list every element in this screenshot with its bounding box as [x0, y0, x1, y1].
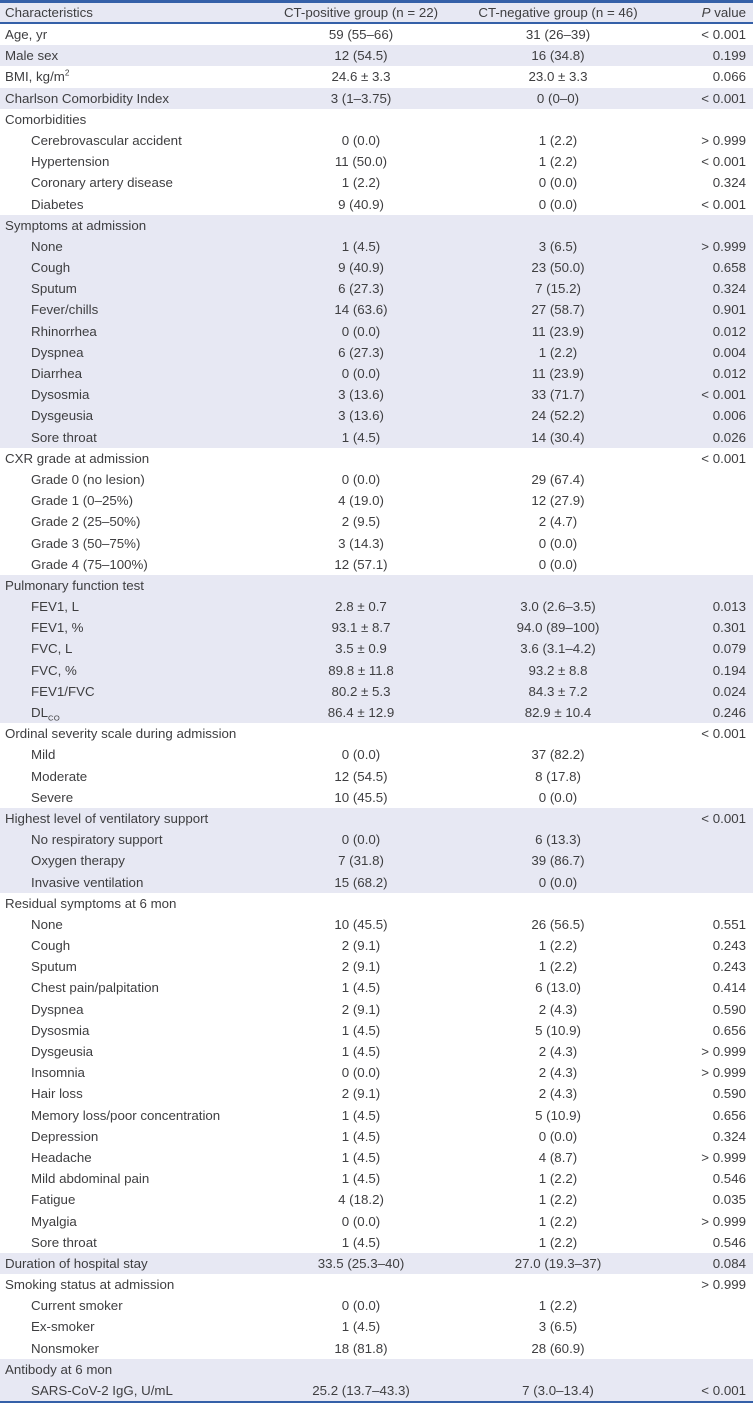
row-label: Dysgeusia [31, 1044, 94, 1059]
row-label: Myalgia [31, 1213, 77, 1229]
ct-negative-value: 82.9 ± 10.4 [524, 705, 592, 720]
ct-positive-value: 3.5 ± 0.9 [335, 641, 387, 657]
row-label: Grade 3 (50–75%) [31, 535, 141, 551]
table-row [0, 702, 753, 723]
ct-positive-value: 2 (9.1) [341, 1086, 381, 1102]
p-value: > 0.999 [701, 1213, 746, 1229]
table-row [0, 1211, 753, 1232]
p-value: > 0.999 [701, 1044, 746, 1059]
ct-positive-value: 1 (2.2) [341, 175, 381, 191]
ct-positive-value: 0 (0.0) [341, 1065, 381, 1081]
p-value: 0.590 [712, 1086, 746, 1102]
ct-negative-value: 4 (8.7) [538, 1149, 578, 1165]
table-row [0, 1316, 753, 1337]
row-label: Cough [31, 938, 71, 954]
row-label: Coronary artery disease [31, 175, 173, 191]
table-row [0, 872, 753, 893]
ct-negative-value: 0 (0.0) [538, 556, 578, 572]
p-value: > 0.999 [701, 1149, 746, 1165]
row-label: Grade 4 (75–100%) [31, 556, 148, 572]
table-row [0, 215, 753, 236]
table-row [0, 744, 753, 765]
table-row [0, 1359, 753, 1380]
row-label: Charlson Comorbidity Index [5, 90, 170, 106]
row-label: Pulmonary function test [5, 577, 144, 593]
row-label: Dyspnea [31, 1001, 84, 1017]
table-row [0, 660, 753, 681]
row-label: Mild abdominal pain [31, 1171, 150, 1187]
ct-positive-value: 0 (0.0) [341, 747, 381, 763]
table-row [0, 88, 753, 109]
ct-positive-value: 1 (4.5) [341, 1107, 381, 1123]
ct-positive-value: 1 (4.5) [341, 1149, 381, 1165]
ct-negative-value: 2 (4.3) [538, 1086, 578, 1102]
ct-positive-value: 4 (19.0) [338, 493, 384, 509]
table-row [0, 45, 753, 66]
row-label: Cough [31, 260, 71, 276]
ct-positive-value: 0 (0.0) [341, 1213, 381, 1229]
table-row [0, 956, 753, 977]
row-label: Oxygen therapy [31, 853, 125, 869]
row-label: Dysgeusia [31, 408, 94, 424]
p-value: 0.199 [712, 48, 746, 64]
table-row [0, 766, 753, 787]
row-label: Dyspnea [31, 344, 84, 360]
table-row [0, 1041, 753, 1062]
table-row [0, 596, 753, 617]
ct-negative-value: 1 (2.2) [538, 132, 578, 148]
ct-negative-value: 26 (56.5) [531, 916, 585, 932]
ct-negative-value: 2 (4.3) [538, 1001, 578, 1017]
ct-negative-value: 2 (4.3) [538, 1065, 578, 1081]
p-value: 0.066 [712, 69, 746, 85]
ct-positive-value: 14 (63.6) [334, 302, 388, 318]
ct-negative-value: 3 (6.5) [538, 238, 578, 254]
ct-negative-value: 7 (15.2) [535, 281, 581, 297]
ct-negative-value: 5 (10.9) [535, 1022, 581, 1038]
row-label: Memory loss/poor concentration [31, 1107, 221, 1123]
ct-negative-value: 16 (34.8) [531, 48, 585, 64]
row-label: Duration of hospital stay [5, 1255, 148, 1271]
ct-positive-value: 25.2 (13.7–43.3) [312, 1383, 410, 1398]
ct-negative-value: 33 (71.7) [531, 387, 585, 403]
ct-negative-value: 6 (13.0) [535, 980, 581, 996]
table-row [0, 172, 753, 193]
table-row [0, 384, 753, 405]
ct-positive-value: 59 (55–66) [328, 27, 394, 42]
ct-negative-value: 31 (26–39) [525, 27, 591, 42]
p-value: 0.243 [712, 959, 746, 975]
ct-positive-value: 1 (4.5) [341, 1022, 381, 1038]
row-label: FVC, L [31, 641, 73, 657]
p-value: < 0.001 [701, 387, 746, 403]
table-row [0, 787, 753, 808]
table-row [0, 257, 753, 278]
row-label: Sputum [31, 281, 77, 297]
row-label: Fever/chills [31, 302, 99, 318]
table-body [0, 24, 753, 1401]
p-value: < 0.001 [701, 154, 746, 170]
table-row [0, 617, 753, 638]
ct-positive-value: 1 (4.5) [341, 980, 381, 996]
ct-negative-value: 84.3 ± 7.2 [528, 683, 588, 699]
row-label: Chest pain/palpitation [31, 980, 159, 996]
ct-positive-value: 0 (0.0) [341, 132, 381, 148]
row-label: Grade 2 (25–50%) [31, 514, 141, 530]
row-label: Hypertension [31, 154, 110, 170]
row-label: FVC, % [31, 662, 77, 678]
table-row [0, 363, 753, 384]
table-row [0, 1189, 753, 1210]
ct-positive-value: 12 (54.5) [334, 768, 388, 784]
column-header-p-value [656, 3, 753, 22]
ct-negative-value: 1 (2.2) [538, 1171, 578, 1187]
ct-positive-value: 1 (4.5) [341, 1319, 381, 1335]
table-row [0, 850, 753, 871]
table-row [0, 1380, 753, 1401]
ct-negative-value: 6 (13.3) [535, 832, 581, 848]
row-label: Depression [31, 1128, 99, 1144]
p-value: 0.012 [712, 323, 746, 339]
table-row [0, 130, 753, 151]
p-value: 0.013 [712, 599, 746, 615]
ct-negative-value: 0 (0.0) [538, 196, 578, 212]
ct-negative-value: 1 (2.2) [538, 154, 578, 170]
table-row [0, 1020, 753, 1041]
ct-positive-value: 7 (31.8) [338, 853, 384, 869]
p-value: 0.194 [712, 662, 746, 678]
row-label: Residual symptoms at 6 mon [5, 895, 177, 911]
table-row [0, 299, 753, 320]
row-label: None [31, 916, 63, 932]
ct-positive-value: 2.8 ± 0.7 [335, 599, 387, 615]
ct-negative-value: 39 (86.7) [531, 853, 585, 869]
row-label: Dysosmia [31, 1022, 90, 1038]
column-header-characteristics: Characteristics [5, 5, 93, 20]
ct-negative-value: 0 (0.0) [538, 175, 578, 191]
row-label: Insomnia [31, 1065, 85, 1081]
ct-negative-value: 1 (2.2) [538, 344, 578, 360]
p-value: 0.006 [712, 408, 746, 424]
p-value-rest: value [710, 5, 746, 20]
row-label: Age, yr [5, 27, 48, 42]
p-value: 0.324 [712, 1128, 746, 1144]
ct-positive-value: 89.8 ± 11.8 [328, 662, 394, 678]
row-label: Antibody at 6 mon [5, 1361, 113, 1377]
table-row [0, 723, 753, 744]
row-label: None [31, 238, 63, 254]
p-value: 0.590 [712, 1001, 746, 1017]
p-value: > 0.999 [701, 1065, 746, 1081]
row-label: Sore throat [31, 1234, 97, 1250]
table-row [0, 554, 753, 575]
p-value: > 0.999 [701, 1277, 746, 1293]
p-value: 0.324 [712, 175, 746, 191]
row-label: Nonsmoker [31, 1340, 99, 1356]
ct-negative-value: 12 (27.9) [531, 493, 585, 509]
ct-negative-value: 8 (17.8) [535, 768, 581, 784]
row-label: Dysosmia [31, 387, 90, 403]
column-header-ct-negative-group: CT-negative group (n = 46) [478, 5, 638, 20]
ct-positive-value: 0 (0.0) [341, 323, 381, 339]
ct-negative-value: 3.6 (3.1–4.2) [520, 641, 596, 657]
row-label: CXR grade at admission [5, 450, 150, 466]
ct-negative-value: 1 (2.2) [538, 1234, 578, 1250]
row-label: Severe [31, 789, 74, 805]
row-label: Highest level of ventilatory support [5, 810, 209, 826]
table-row [0, 575, 753, 596]
row-label: Hair loss [31, 1086, 83, 1102]
ct-positive-value: 1 (4.5) [341, 1128, 381, 1144]
ct-positive-value: 3 (13.6) [338, 387, 384, 403]
row-label: FEV1/FVC [31, 683, 95, 699]
p-value: 0.012 [712, 366, 746, 381]
ct-negative-value: 94.0 (89–100) [516, 620, 600, 636]
ct-positive-value: 86.4 ± 12.9 [327, 705, 395, 720]
table-row [0, 469, 753, 490]
table-row [0, 638, 753, 659]
table-row [0, 893, 753, 914]
row-label: Sputum [31, 959, 77, 975]
ct-positive-value: 0 (0.0) [341, 366, 381, 381]
ct-negative-value: 3 (6.5) [538, 1319, 578, 1335]
row-label: Comorbidities [5, 111, 87, 127]
ct-negative-value: 23 (50.0) [531, 260, 585, 276]
ct-negative-value: 0 (0.0) [538, 1128, 578, 1144]
ct-positive-value: 2 (9.1) [341, 1001, 381, 1017]
ct-negative-value: 27.0 (19.3–37) [514, 1255, 602, 1271]
p-value: < 0.001 [701, 810, 746, 826]
row-label: SARS-CoV-2 IgG, U/mL [31, 1383, 173, 1398]
ct-positive-value: 9 (40.9) [338, 260, 384, 276]
ct-positive-value: 1 (4.5) [341, 238, 381, 254]
ct-positive-value: 15 (68.2) [334, 874, 388, 890]
row-label: Current smoker [31, 1298, 123, 1314]
row-label: No respiratory support [31, 832, 163, 848]
row-label: FEV1, % [31, 620, 84, 636]
ct-positive-value: 4 (18.2) [338, 1192, 384, 1208]
table-row [0, 24, 753, 45]
p-value: 0.024 [712, 683, 746, 699]
row-label: Mild [31, 747, 56, 763]
table-row [0, 427, 753, 448]
ct-negative-value: 11 (23.9) [531, 323, 585, 339]
table-row [0, 1168, 753, 1189]
ct-negative-value: 1 (2.2) [538, 1298, 578, 1314]
p-value: < 0.001 [701, 27, 746, 42]
row-label: Sore throat [31, 429, 97, 445]
table-row [0, 511, 753, 532]
ct-negative-value: 23.0 ± 3.3 [528, 69, 588, 85]
p-value: 0.243 [712, 938, 746, 954]
table-row [0, 66, 753, 87]
p-value: < 0.001 [701, 726, 746, 742]
p-value: 0.301 [712, 620, 746, 636]
row-label: Rhinorrhea [31, 323, 97, 339]
p-value: 0.324 [712, 281, 746, 297]
table-row [0, 194, 753, 215]
row-label: FEV1, L [31, 599, 80, 615]
table-row [0, 533, 753, 554]
ct-positive-value: 2 (9.1) [341, 959, 381, 975]
ct-negative-value: 2 (4.3) [538, 1044, 578, 1059]
table-row [0, 808, 753, 829]
ct-negative-value: 0 (0.0) [538, 874, 578, 890]
table-row [0, 1253, 753, 1274]
ct-negative-value: 24 (52.2) [531, 408, 585, 424]
ct-positive-value: 3 (1–3.75) [330, 90, 392, 106]
table-row [0, 342, 753, 363]
table-row [0, 1295, 753, 1316]
ct-negative-value: 2 (4.7) [538, 514, 578, 530]
table-row [0, 448, 753, 469]
ct-negative-value: 27 (58.7) [531, 302, 585, 318]
row-label: $DL_{CO}$ [31, 705, 60, 723]
ct-negative-value: 93.2 ± 8.8 [528, 662, 588, 678]
ct-negative-value: 7 (3.0–13.4) [522, 1383, 594, 1398]
row-label: BMI, $kg/m^2$ [5, 68, 70, 85]
column-header-ct-positive-group: CT-positive group (n = 22) [283, 5, 439, 20]
p-value: < 0.001 [701, 90, 746, 106]
p-value: 0.901 [712, 302, 746, 318]
ct-negative-value: 1 (2.2) [538, 1213, 578, 1229]
ct-positive-value: 1 (4.5) [341, 1171, 381, 1187]
ct-negative-value: 1 (2.2) [538, 1192, 578, 1208]
row-label: Ordinal severity scale during admission [5, 726, 237, 742]
ct-positive-value: 24.6 ± 3.3 [331, 69, 391, 85]
table-row [0, 1126, 753, 1147]
table-row [0, 1105, 753, 1126]
ct-negative-value: 1 (2.2) [538, 938, 578, 954]
ct-positive-value: 0 (0.0) [341, 1298, 381, 1314]
ct-negative-value: 5 (10.9) [535, 1107, 581, 1123]
ct-negative-value: 3.0 (2.6–3.5) [520, 599, 596, 615]
ct-positive-value: 6 (27.3) [338, 281, 384, 297]
ct-negative-value: 11 (23.9) [531, 366, 585, 381]
ct-negative-value: 0 (0–0) [536, 90, 580, 106]
row-label: Ex-smoker [31, 1319, 95, 1335]
ct-negative-value: 28 (60.9) [531, 1340, 585, 1356]
ct-positive-value: 0 (0.0) [341, 471, 381, 487]
ct-positive-value: 0 (0.0) [341, 832, 381, 848]
row-label: Diarrhea [31, 366, 82, 381]
row-label: Diabetes [31, 196, 84, 212]
ct-positive-value: 1 (4.5) [341, 1234, 381, 1250]
ct-positive-value: 2 (9.5) [341, 514, 381, 530]
row-label: Grade 1 (0–25%) [31, 493, 133, 509]
table-row [0, 1338, 753, 1359]
table-row [0, 490, 753, 511]
p-value: 0.035 [712, 1192, 746, 1208]
ct-positive-value: 2 (9.1) [341, 938, 381, 954]
ct-negative-value: 37 (82.2) [531, 747, 585, 763]
row-label: Fatigue [31, 1192, 76, 1208]
p-value-italic-p: P [701, 5, 711, 20]
ct-positive-value: 18 (81.8) [334, 1340, 388, 1356]
ct-negative-value: 29 (67.4) [531, 471, 585, 487]
table-row [0, 1083, 753, 1104]
ct-positive-value: 12 (57.1) [334, 556, 388, 572]
table-row [0, 935, 753, 956]
table-row [0, 999, 753, 1020]
table-row [0, 151, 753, 172]
ct-positive-value: 1 (4.5) [341, 1044, 381, 1059]
table-row [0, 1232, 753, 1253]
p-value: 0.656 [712, 1107, 746, 1123]
ct-negative-value: 1 (2.2) [538, 959, 578, 975]
p-value: 0.658 [712, 260, 746, 276]
ct-positive-value: 11 (50.0) [334, 154, 388, 170]
p-value: 0.079 [712, 641, 746, 657]
row-label: Male sex [5, 48, 59, 64]
table-row [0, 681, 753, 702]
table-row [0, 1147, 753, 1168]
p-value: 0.546 [712, 1171, 746, 1187]
ct-positive-value: 3 (14.3) [338, 535, 384, 551]
table-row [0, 109, 753, 130]
ct-positive-value: 93.1 ± 8.7 [331, 620, 391, 636]
table-bottom-rule [0, 1401, 753, 1403]
table-header-row [0, 0, 753, 24]
ct-negative-value: 0 (0.0) [538, 789, 578, 805]
p-value: 0.656 [712, 1022, 746, 1038]
row-label: Grade 0 (no lesion) [31, 471, 145, 487]
row-label: Symptoms at admission [5, 217, 147, 233]
table-row [0, 405, 753, 426]
p-value: < 0.001 [701, 450, 746, 466]
ct-positive-value: 1 (4.5) [341, 429, 381, 445]
p-value: 0.414 [712, 980, 746, 996]
ct-positive-value: 9 (40.9) [338, 196, 384, 212]
ct-positive-value: 80.2 ± 5.3 [331, 683, 391, 699]
p-value: 0.084 [712, 1255, 746, 1271]
row-label: Smoking status at admission [5, 1277, 175, 1293]
ct-positive-value: 3 (13.6) [338, 408, 384, 424]
ct-positive-value: 12 (54.5) [334, 48, 388, 64]
row-label: Cerebrovascular accident [31, 132, 182, 148]
ct-negative-value: 14 (30.4) [531, 429, 585, 445]
table-row [0, 914, 753, 935]
ct-positive-value: 10 (45.5) [334, 789, 388, 805]
row-label: Moderate [31, 768, 88, 784]
p-value: 0.246 [712, 705, 746, 720]
ct-positive-value: 33.5 (25.3–40) [317, 1255, 405, 1271]
ct-positive-value: 10 (45.5) [334, 916, 388, 932]
table-row [0, 236, 753, 257]
p-value: 0.004 [712, 344, 746, 360]
p-value: > 0.999 [701, 132, 746, 148]
ct-positive-value: 6 (27.3) [338, 344, 384, 360]
p-value: > 0.999 [701, 238, 746, 254]
table-row [0, 829, 753, 850]
row-label: Invasive ventilation [31, 874, 144, 890]
p-value: < 0.001 [701, 196, 746, 212]
p-value: 0.551 [712, 916, 746, 932]
ct-negative-value: 0 (0.0) [538, 535, 578, 551]
table-row [0, 1062, 753, 1083]
p-value: 0.546 [712, 1234, 746, 1250]
p-value: 0.026 [712, 429, 746, 445]
row-label: Headache [31, 1149, 92, 1165]
table-row [0, 977, 753, 998]
table-row [0, 278, 753, 299]
table-row [0, 1274, 753, 1295]
p-value: < 0.001 [701, 1383, 746, 1398]
table-row [0, 321, 753, 342]
